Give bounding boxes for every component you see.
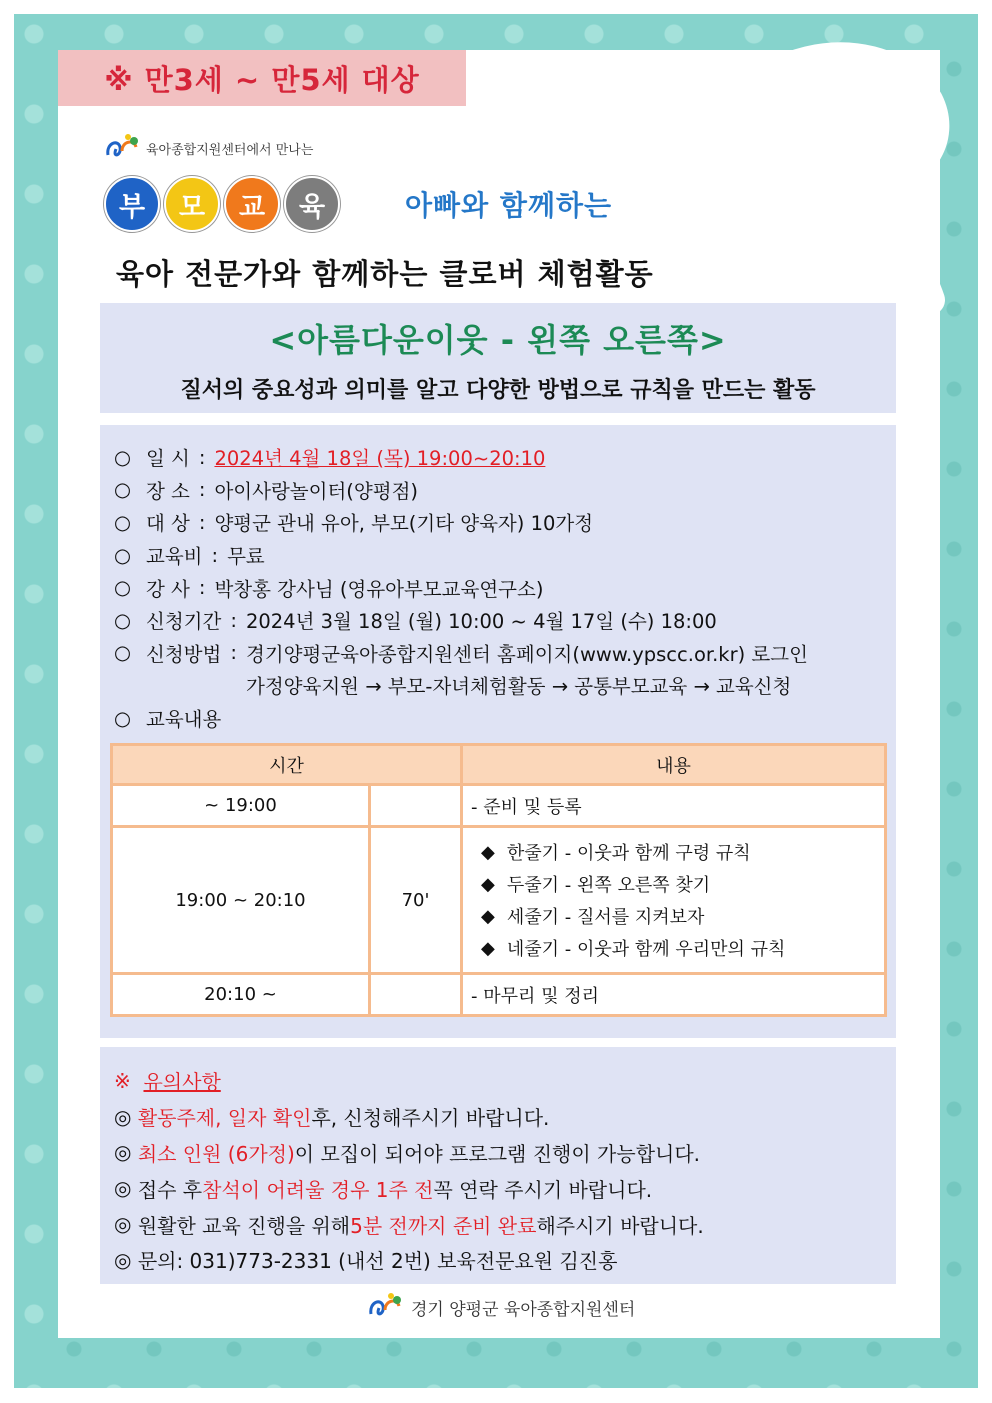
table-row (112, 974, 886, 1016)
circle-bullet-icon: ○ (114, 543, 132, 567)
date-value: 2024년 4월 18일 (목) 19:00~20:10 (214, 447, 546, 471)
teacher-label: 강 사 (146, 577, 190, 601)
target-label: 대 상 (146, 512, 190, 536)
badge-gyo: 교 (224, 176, 280, 232)
footer (367, 1292, 635, 1322)
contact-info: 문의: 031)773-2331 (내선 2번) 보육전문요원 김진홍 (137, 1249, 618, 1274)
circle-bullet-icon: ○ (114, 706, 132, 730)
reference-mark-icon: ※ (114, 1068, 131, 1093)
center-intro-text: 육아종합지원센터에서 만나는 (146, 142, 314, 158)
list-item: ◆ 세줄기 - 질서를 지켜보자 (481, 905, 705, 928)
footer-org-name: 경기 양평군 육아종합지원센터 (411, 1299, 636, 1320)
info-row-method: ○ 신청방법 : 경기양평군육아종합지원센터 홈페이지(www.ypscc.or.kr) 로그인 (114, 637, 808, 670)
info-row-target: ○ 대 상 : 양평군 관내 유아, 부모(기타 양육자) 10가정 (114, 506, 808, 539)
note-item: ◎ 접수 후 참석이 어려울 경우 1주 전 꼭 연락 주시기 바랍니다. (114, 1176, 653, 1202)
target-value: 양평군 관내 유아, 부모(기타 양육자) 10가정 (214, 512, 594, 536)
content-label: 교육내용 (146, 708, 222, 732)
age-target-tag: ※ 만3세 ~ 만5세 대상 (58, 50, 466, 106)
activity-list (463, 828, 884, 972)
diamond-bullet-icon: ◆ (481, 937, 495, 959)
info-row-teacher: ○ 강 사 : 박창홍 강사님 (영유아부모교육연구소) (114, 571, 808, 604)
header-time: 시간 (112, 745, 462, 785)
row3-content: - 마무리 및 정리 (462, 974, 886, 1016)
circle-bullet-icon: ○ (114, 445, 132, 469)
fee-label: 교육비 (146, 545, 203, 569)
info-list (114, 441, 808, 734)
badge-mo: 모 (164, 176, 220, 232)
circle-bullet-icon: ○ (114, 576, 132, 600)
center-logo-icon (367, 1292, 405, 1322)
program-title-box (100, 303, 896, 413)
period-label: 신청기간 (146, 610, 222, 634)
row1-content: - 준비 및 등록 (462, 785, 886, 827)
badge-bu: 부 (104, 176, 160, 232)
info-panel (100, 425, 896, 1038)
note-item: ◎ 활동주제, 일자 확인 후, 신청해주시기 바랍니다. (114, 1104, 550, 1131)
double-circle-icon: ◎ (114, 1140, 132, 1165)
info-row-period: ○ 신청기간 : 2024년 3월 18일 (월) 10:00 ~ 4월 17일 (수) 18:00 (114, 604, 808, 637)
place-label: 장 소 (146, 479, 190, 503)
double-circle-icon: ◎ (114, 1212, 132, 1237)
row1-time: ~ 19:00 (112, 785, 370, 827)
program-name: <아름다운이웃 - 왼쪽 오른쪽> (269, 321, 727, 359)
schedule-header-row (112, 745, 886, 785)
schedule-table (110, 743, 887, 1017)
note-item: ◎ 최소 인원 (6가정) 이 모집이 되어야 프로그램 진행이 가능합니다. (114, 1140, 701, 1166)
info-row-date: ○ 일 시 : 2024년 4월 18일 (목) 19:00~20:10 (114, 441, 808, 474)
ribbon-decoration (700, 40, 960, 320)
method-value: 경기양평군육아종합지원센터 홈페이지(www.ypscc.or.kr) 로그인 (245, 642, 808, 666)
center-logo-icon (104, 133, 142, 163)
circle-bullet-icon: ○ (114, 641, 132, 665)
method-path: 가정양육지원 → 부모-자녀체험활동 → 공통부모교육 → 교육신청 (246, 675, 792, 699)
program-description: 질서의 중요성과 의미를 알고 다양한 방법으로 규칙을 만드는 활동 (180, 378, 816, 403)
circle-bullet-icon: ○ (114, 510, 132, 534)
diamond-bullet-icon: ◆ (481, 841, 495, 863)
badge-yuk: 육 (284, 176, 340, 232)
row3-duration (370, 974, 462, 1016)
method-label: 신청방법 (146, 642, 222, 666)
notes-list (114, 1063, 704, 1278)
note-item (114, 1242, 704, 1278)
double-circle-icon: ◎ (114, 1176, 132, 1201)
table-row (112, 827, 886, 974)
parent-education-badges (104, 176, 340, 232)
page-title: 육아 전문가와 함께하는 클로버 체험활동 (116, 257, 654, 291)
date-label: 일 시 (146, 447, 190, 471)
circle-bullet-icon: ○ (114, 478, 132, 502)
header-content: 내용 (462, 745, 886, 785)
list-item: ◆ 네줄기 - 이웃과 함께 우리만의 규칙 (481, 937, 786, 960)
info-row-content (114, 702, 808, 735)
center-intro (104, 133, 313, 163)
diamond-bullet-icon: ◆ (481, 873, 495, 895)
row2-duration: 70' (370, 827, 462, 974)
note-item: ◎ 원활한 교육 진행을 위해 5분 전까지 준비 완료 해주시기 바랍니다. (114, 1212, 704, 1238)
double-circle-icon: ◎ (114, 1247, 132, 1272)
info-row-place: ○ 장 소 : 아이사랑놀이터(양평점) (114, 474, 808, 507)
notes-heading: ※ 유의사항 (114, 1068, 221, 1095)
fee-value: 무료 (227, 545, 265, 569)
with-dad-text: 아빠와 함께하는 (405, 189, 613, 222)
info-row-method-path (114, 669, 808, 702)
circle-bullet-icon: ○ (114, 608, 132, 632)
row3-time: 20:10 ~ (112, 974, 370, 1016)
row2-content (462, 827, 886, 974)
notes-panel (100, 1047, 896, 1284)
period-value: 2024년 3월 18일 (월) 10:00 ~ 4월 17일 (수) 18:00 (245, 610, 717, 634)
teacher-value: 박창홍 강사님 (영유아부모교육연구소) (214, 577, 544, 601)
place-value: 아이사랑놀이터(양평점) (214, 479, 419, 503)
double-circle-icon: ◎ (114, 1104, 132, 1129)
row2-time: 19:00 ~ 20:10 (112, 827, 370, 974)
list-item: ◆ 한줄기 - 이웃과 함께 구령 규칙 (481, 841, 751, 864)
row1-duration (370, 785, 462, 827)
diamond-bullet-icon: ◆ (481, 905, 495, 927)
list-item: ◆ 두줄기 - 왼쪽 오른쪽 찾기 (481, 873, 711, 896)
table-row (112, 785, 886, 827)
info-row-fee: ○ 교육비 : 무료 (114, 539, 808, 572)
